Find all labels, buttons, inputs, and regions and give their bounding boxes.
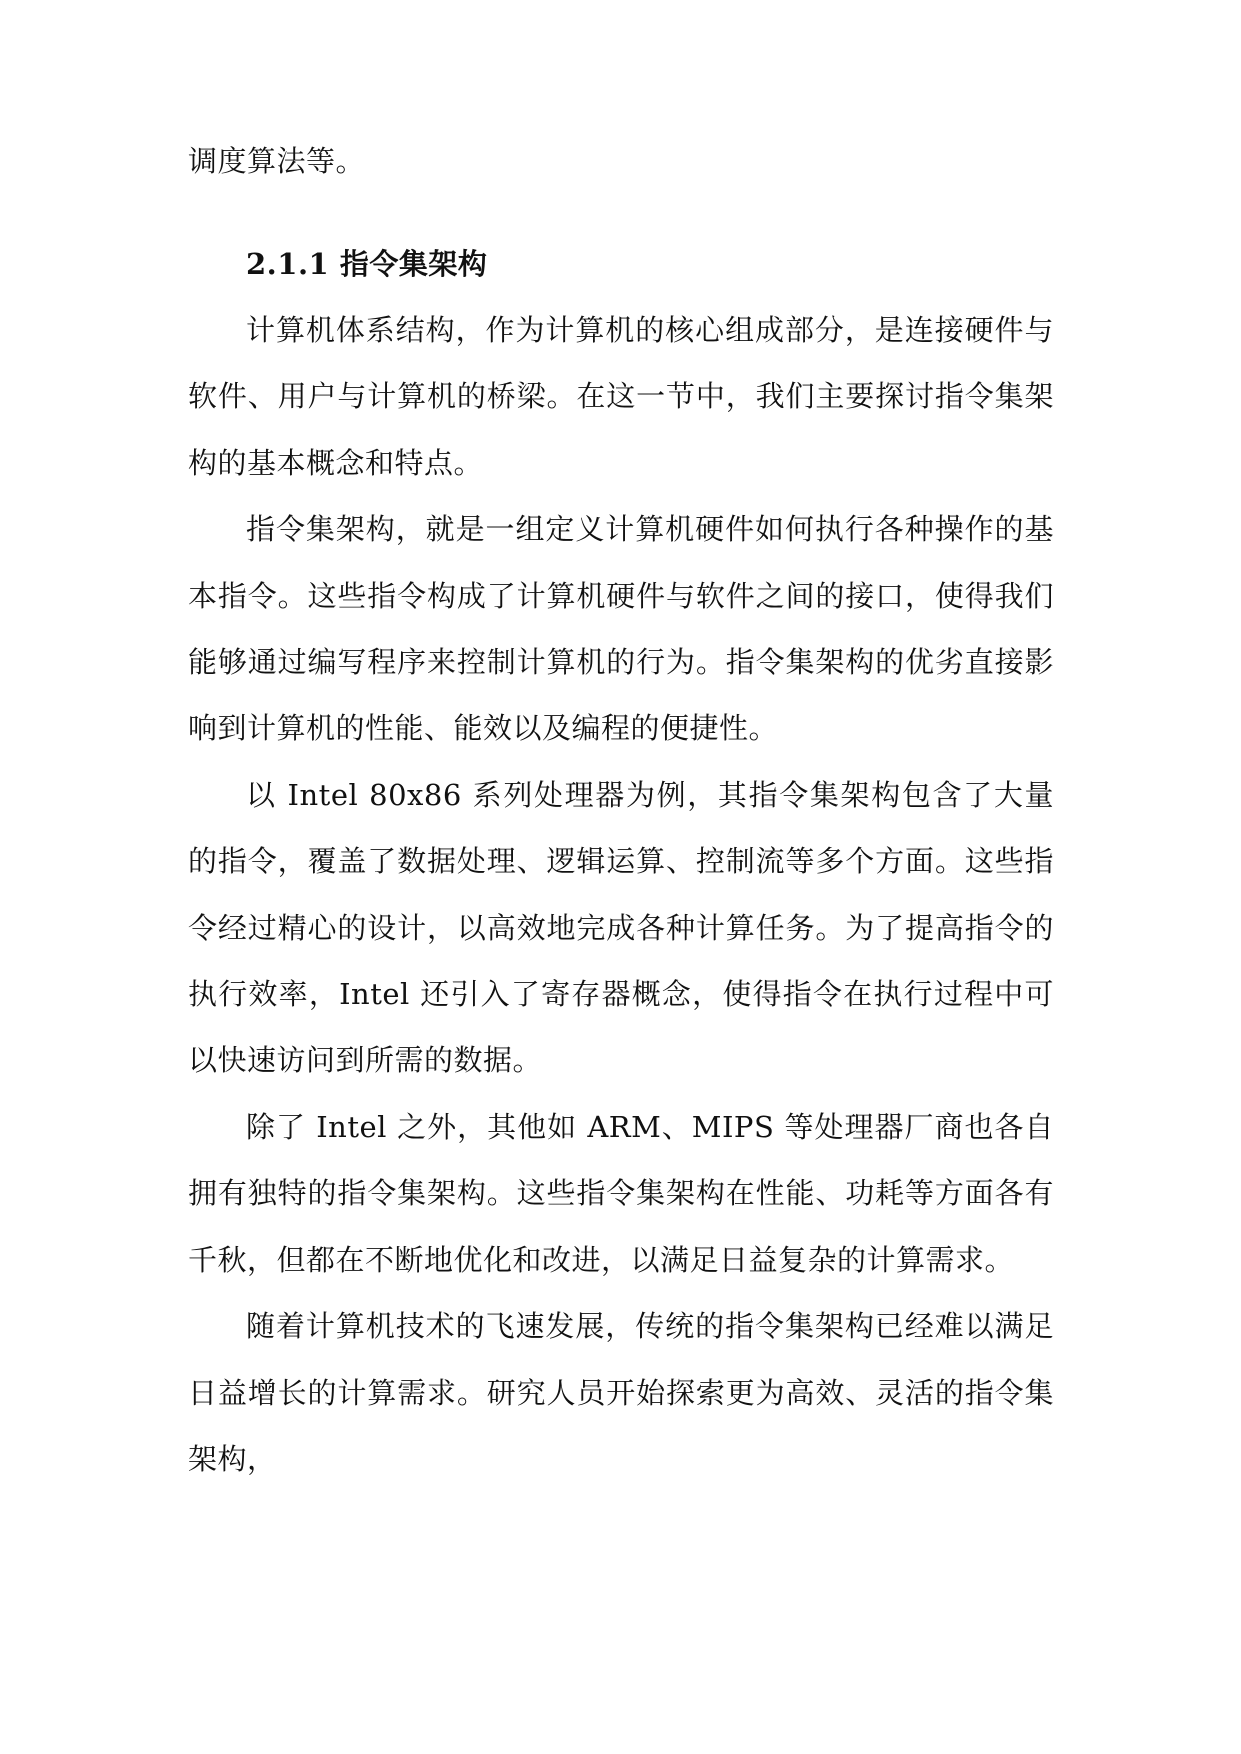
paragraph-5: 随着计算机技术的飞速发展，传统的指令集架构已经难以满足日益增长的计算需求。研究人员开始探索更为高效、灵活的指令集架构， bbox=[188, 1309, 1054, 1476]
paragraph-4: 除了 Intel 之外，其他如 ARM、MIPS 等处理器厂商也各自拥有独特的指令集架构。这些指令集架构在性能、功耗等方面各有千秋，但都在不断地优化和改进，以满足日益复杂的计算需求。 bbox=[188, 1109, 1054, 1277]
continued-text-line: 调度算法等。 bbox=[188, 144, 366, 178]
paragraph-3: 以 Intel 80x86 系列处理器为例，其指令集架构包含了大量的指令，覆盖了数据处理、逻辑运算、控制流等多个方面。这些指令经过精心的设计，以高效地完成各种计算任务。为了提高指令的执行效率，Intel 还引入了寄存器概念，使得指令在执行过程中可以快速访问到所需的数据。 bbox=[188, 777, 1054, 1078]
paragraph-2: 指令集架构，就是一组定义计算机硬件如何执行各种操作的基本指令。这些指令构成了计算机硬件与软件之间的接口，使得我们能够通过编写程序来控制计算机的行为。指令集架构的优劣直接影响到计算机的性能、能效以及编程的便捷性。 bbox=[188, 512, 1054, 746]
paragraph-1: 计算机体系结构，作为计算机的核心组成部分，是连接硬件与软件、用户与计算机的桥梁。在这一节中，我们主要探讨指令集架构的基本概念和特点。 bbox=[188, 313, 1054, 480]
section-heading: 2.1.1 指令集架构 bbox=[246, 247, 488, 281]
document-body bbox=[188, 143, 1054, 1492]
